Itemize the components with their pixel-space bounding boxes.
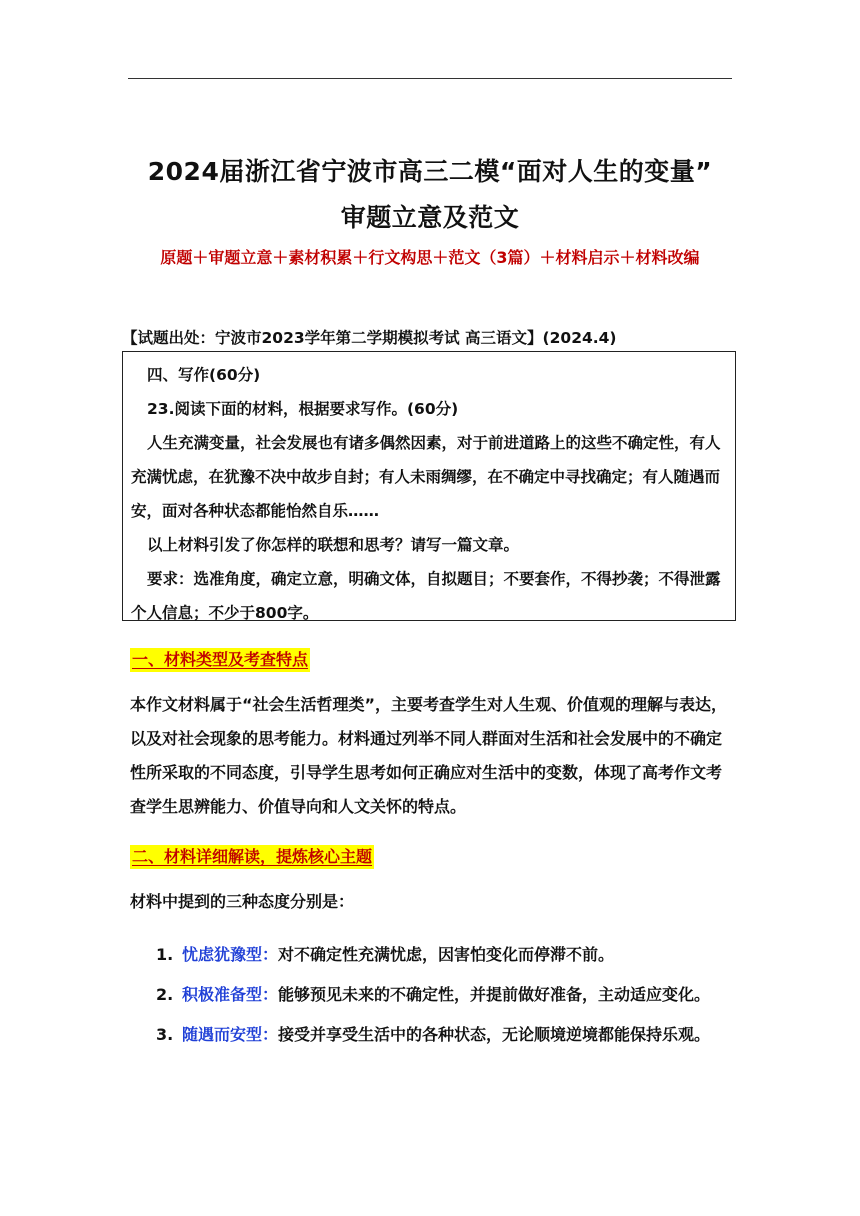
list-item-desc: 对不确定性充满忧虑，因害怕变化而停滞不前。 <box>278 945 615 964</box>
list-item-number: 1. <box>156 945 174 964</box>
top-rule <box>128 78 732 79</box>
section1-body: 本作文材料属于“社会生活哲理类”，主要考查学生对人生观、价值观的理解与表达，以及对社会现象的思考能力。材料通过列举不同人群面对生活和社会发展中的不确定性所采取的不同态度，引导学生思考如何正确应对生活中的变数，体现了高考作文考查学生思辨能力、价值导向和人文关怀的特点。 <box>130 695 728 816</box>
question-prompt: 以上材料引发了你怎样的联想和思考？请写一篇文章。 <box>147 536 520 554</box>
question-requirements: 要求：选准角度，确定立意，明确文体，自拟题目；不要套作，不得抄袭；不得泄露个人信息；不少于800字。 <box>131 570 721 622</box>
question-section: 四、写作(60分) <box>147 366 261 384</box>
question-source: 【试题出处：宁波市2023学年第二学期模拟考试 高三语文】(2024.4) <box>122 329 617 347</box>
list-item-term: 随遇而安型： <box>182 1025 279 1044</box>
document-title-line2: 审题立意及范文 <box>340 203 520 232</box>
list-item-number: 2. <box>156 985 174 1004</box>
section2-heading: 二、材料详细解读，提炼核心主题 <box>130 845 374 869</box>
question-box <box>122 351 736 621</box>
document-subtitle: 原题＋审题立意＋素材积累＋行文构思＋范文（3篇）＋材料启示＋材料改编 <box>160 248 700 267</box>
list-item-desc: 接受并享受生活中的各种状态，无论顺境逆境都能保持乐观。 <box>278 1025 711 1044</box>
list-item <box>130 978 734 1012</box>
list-item-desc: 能够预见未来的不确定性，并提前做好准备，主动适应变化。 <box>278 985 711 1004</box>
list-item-number: 3. <box>156 1025 174 1044</box>
list-item-term: 积极准备型： <box>182 985 279 1004</box>
attitude-list <box>130 938 734 1058</box>
list-item <box>130 938 734 972</box>
section1-heading: 一、材料类型及考查特点 <box>130 648 310 672</box>
document-title-line1: 2024届浙江省宁波市高三二模“面对人生的变量” <box>147 157 713 186</box>
question-item: 23.阅读下面的材料，根据要求写作。(60分) <box>147 400 459 418</box>
section2-intro: 材料中提到的三种态度分别是： <box>130 892 355 911</box>
list-item <box>130 1018 734 1052</box>
question-material: 人生充满变量，社会发展也有诸多偶然因素，对于前进道路上的这些不确定性，有人充满忧虑，在犹豫不决中故步自封；有人未雨绸缪，在不确定中寻找确定；有人随遇而安，面对各种状态都能怡然自乐…… <box>131 434 721 520</box>
list-item-term: 忧虑犹豫型： <box>182 945 279 964</box>
